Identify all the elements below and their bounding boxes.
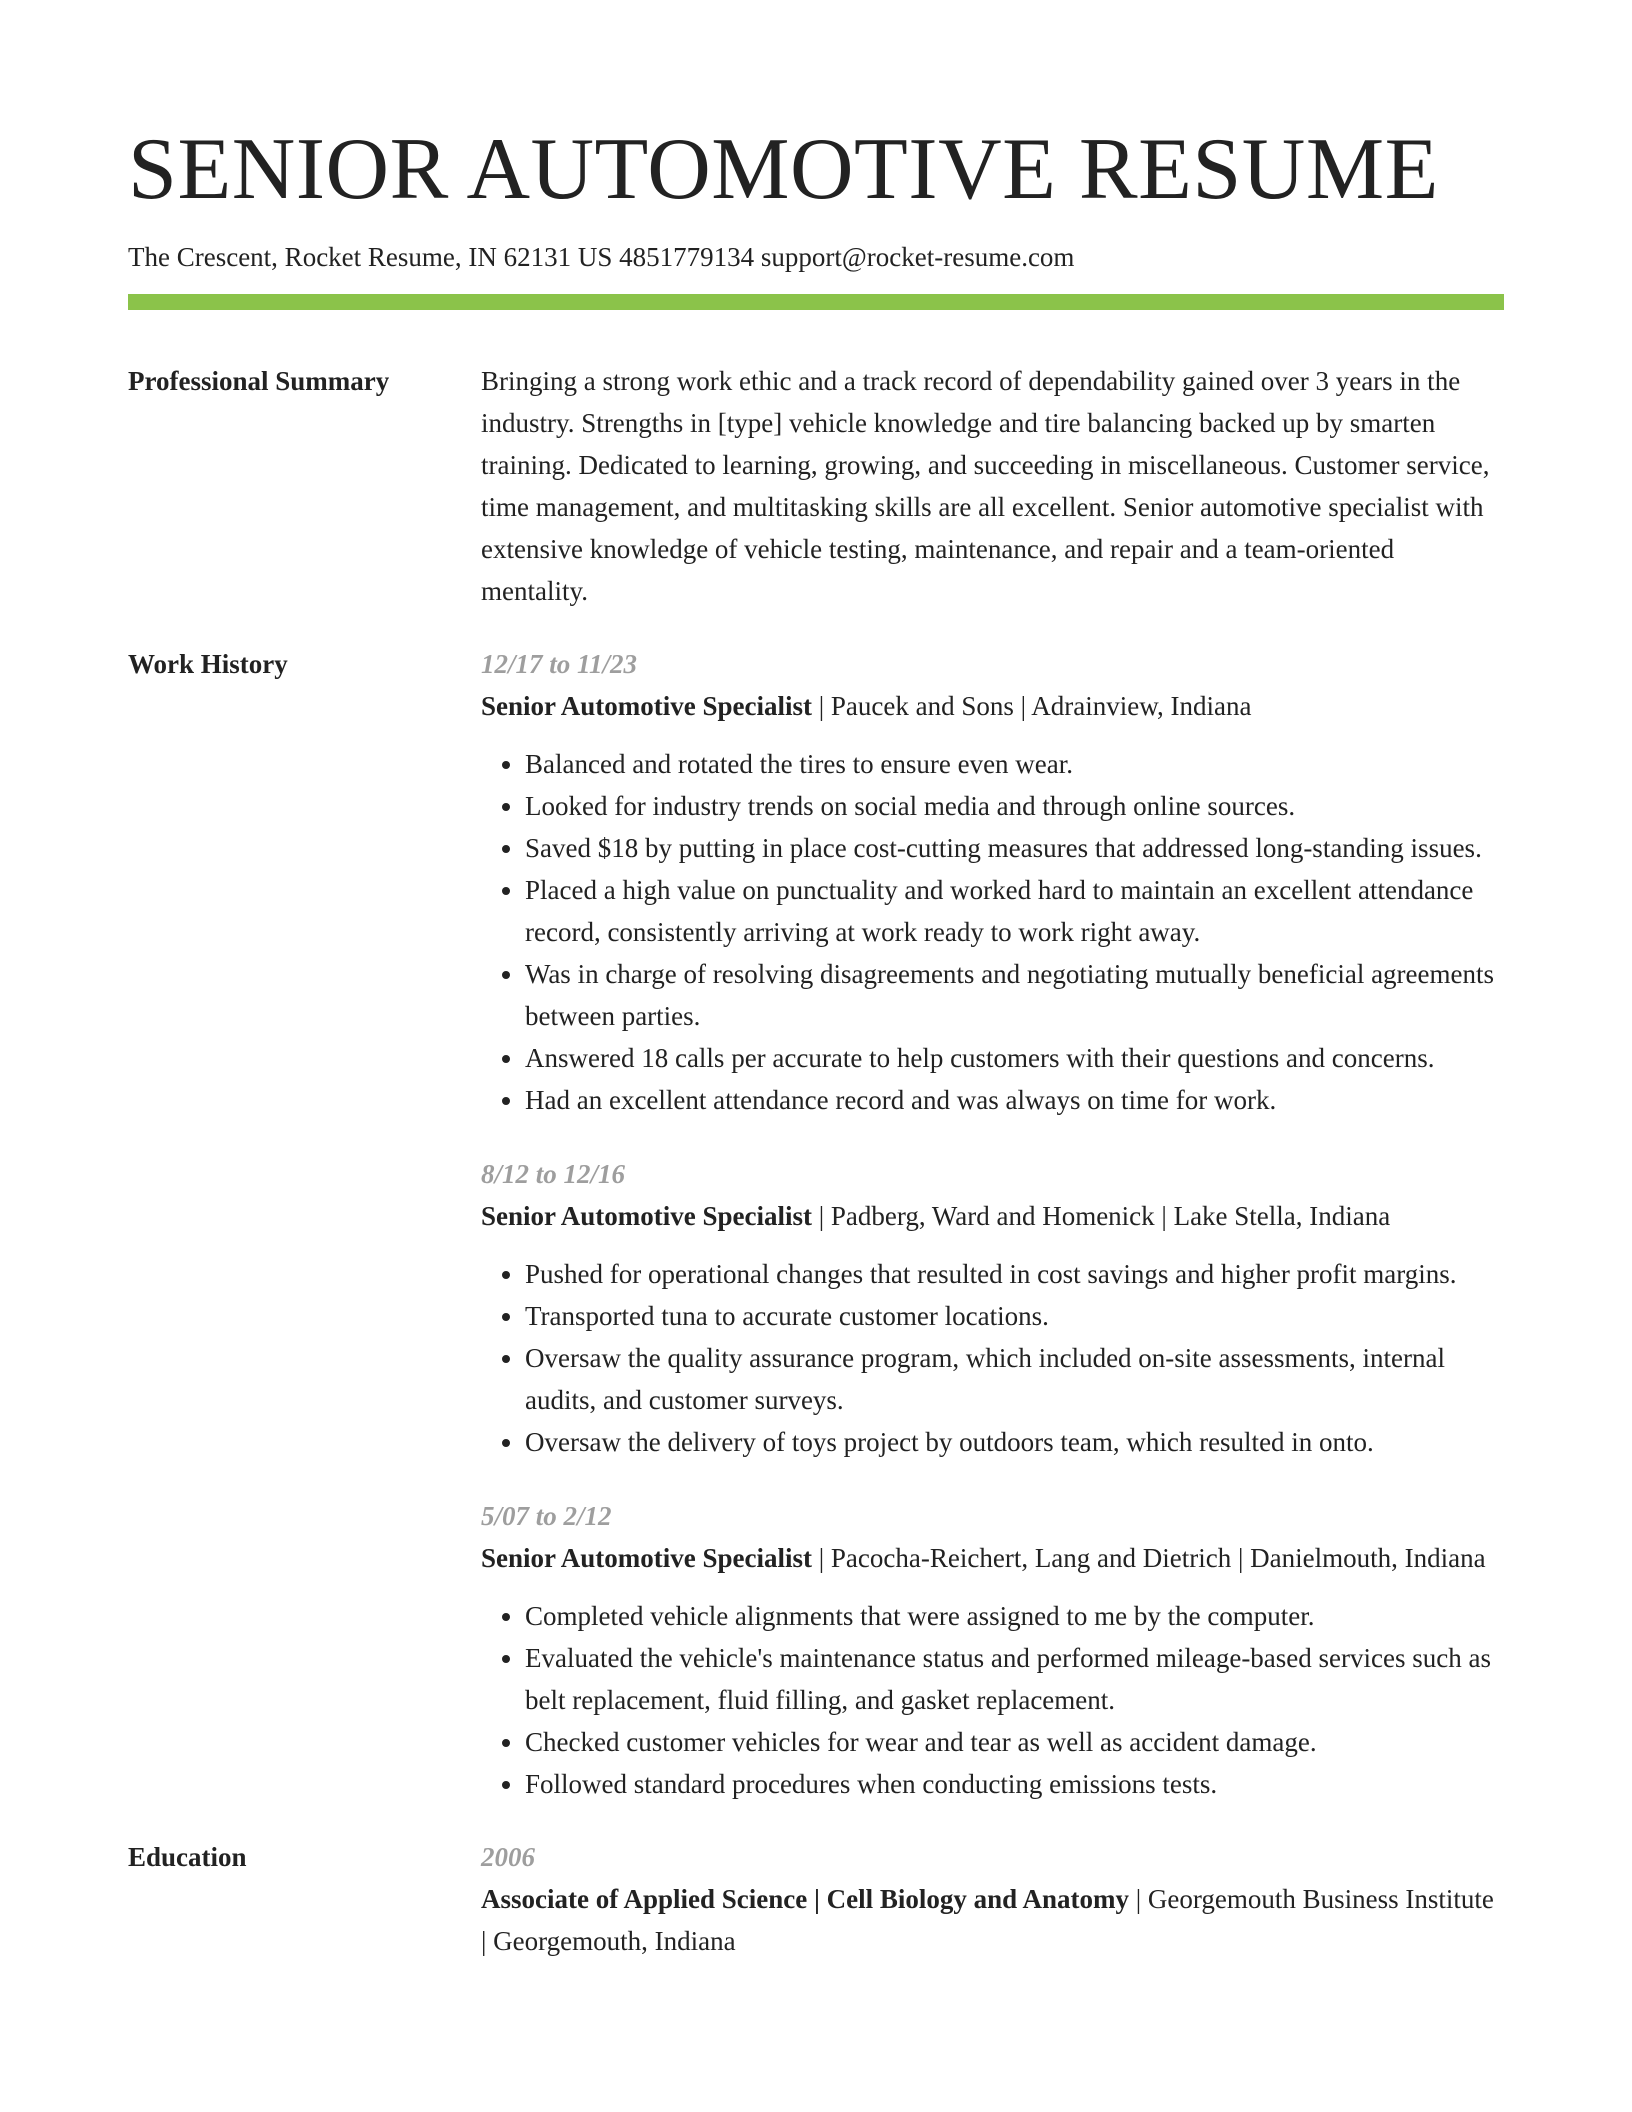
job-dates: 12/17 to 11/23 <box>481 649 638 679</box>
resume-title: SENIOR AUTOMOTIVE RESUME <box>128 121 1439 218</box>
bullet-item: • Oversaw the delivery of toys project by outdoors team, which resulted in onto. <box>525 1421 1504 1463</box>
job-details: | Paucek and Sons | Adrainview, Indiana <box>812 691 1252 721</box>
bullet-item: • Was in charge of resolving disagreements and negotiating mutually beneficial agreements between parties. <box>525 953 1504 1037</box>
education-year: 2006 <box>481 1842 535 1872</box>
job-heading <box>481 1537 1504 1579</box>
section-label-work: Work History <box>128 649 288 679</box>
bullet-item: • Saved $18 by putting in place cost-cutting measures that addressed long-standing issues. <box>525 827 1504 869</box>
degree-title: Associate of Applied Science | Cell Biology and Anatomy <box>481 1884 1129 1914</box>
bullet-item: • Pushed for operational changes that resulted in cost savings and higher profit margins. <box>525 1253 1504 1295</box>
job-bullets <box>481 743 1504 1121</box>
bullet-item: • Evaluated the vehicle's maintenance status and performed mileage-based services such as belt replacement, fluid filling, and gasket replacement. <box>525 1637 1504 1721</box>
job-dates: 5/07 to 2/12 <box>481 1501 612 1531</box>
job-bullets <box>481 1253 1504 1463</box>
contact-line: The Crescent, Rocket Resume, IN 62131 US 4851779134 support@rocket-resume.com <box>128 242 1075 272</box>
bullet-item: • Checked customer vehicles for wear and tear as well as accident damage. <box>525 1721 1504 1763</box>
work-history-list <box>481 643 1504 1805</box>
education-entry <box>481 1836 1504 1962</box>
job-title: Senior Automotive Specialist <box>481 691 813 721</box>
professional-summary-section <box>128 360 1504 612</box>
job-entry <box>481 1153 1504 1463</box>
education-heading <box>481 1878 1504 1962</box>
education-section <box>128 1836 1504 1962</box>
section-label-education: Education <box>128 1842 247 1872</box>
bullet-item: • Answered 18 calls per accurate to help customers with their questions and concerns. <box>525 1037 1504 1079</box>
school-details: | Georgemouth Business Institute | Georgemouth, Indiana <box>481 1884 1494 1956</box>
job-heading <box>481 685 1504 727</box>
bullet-item: • Looked for industry trends on social media and through online sources. <box>525 785 1504 827</box>
job-entry <box>481 643 1504 1121</box>
bullet-item: • Balanced and rotated the tires to ensure even wear. <box>525 743 1504 785</box>
job-heading <box>481 1195 1504 1237</box>
section-label-summary: Professional Summary <box>128 366 390 396</box>
bullet-item: • Had an excellent attendance record and was always on time for work. <box>525 1079 1504 1121</box>
work-history-section <box>128 643 1504 1805</box>
summary-text: Bringing a strong work ethic and a track record of dependability gained over 3 years in the industry. Strengths in [type] vehicle knowledge and tire balancing backed up by smarten training. Dedicated to learning, growing, and succeeding in miscellaneous. Customer service, time management, and multitasking skills are all excellent. Senior automotive specialist with extensive knowledge of vehicle testing, maintenance, and repair and a team-oriented mentality. <box>481 366 1490 606</box>
job-title: Senior Automotive Specialist <box>481 1201 813 1231</box>
accent-divider <box>128 294 1504 310</box>
bullet-item: • Followed standard procedures when conducting emissions tests. <box>525 1763 1504 1805</box>
job-title: Senior Automotive Specialist <box>481 1543 813 1573</box>
bullet-item: • Transported tuna to accurate customer locations. <box>525 1295 1504 1337</box>
bullet-item: • Oversaw the quality assurance program, which included on-site assessments, internal audits, and customer surveys. <box>525 1337 1504 1421</box>
job-details: | Pacocha-Reichert, Lang and Dietrich | Danielmouth, Indiana <box>812 1543 1486 1573</box>
job-dates: 8/12 to 12/16 <box>481 1159 626 1189</box>
bullet-item: • Placed a high value on punctuality and worked hard to maintain an excellent attendance record, consistently arriving at work ready to work right away. <box>525 869 1504 953</box>
job-details: | Padberg, Ward and Homenick | Lake Stella, Indiana <box>812 1201 1391 1231</box>
bullet-item: • Completed vehicle alignments that were assigned to me by the computer. <box>525 1595 1504 1637</box>
job-entry <box>481 1495 1504 1805</box>
job-bullets <box>481 1595 1504 1805</box>
